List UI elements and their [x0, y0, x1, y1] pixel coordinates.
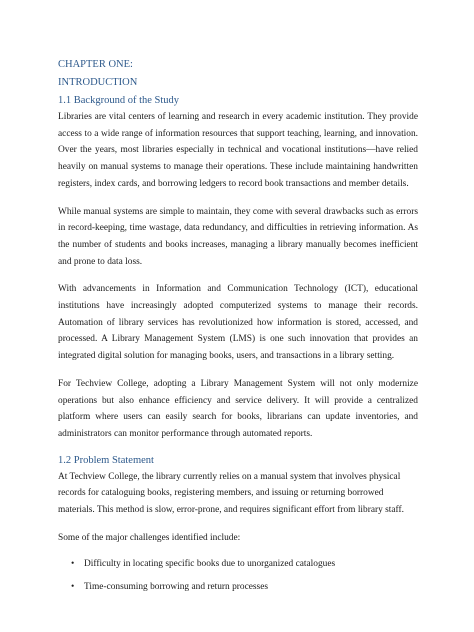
bullet-icon: •: [71, 582, 75, 593]
document-page: [58, 58, 418, 603]
background-section-heading: 1.1 Background of the Study: [58, 95, 180, 106]
list-item-text: Time-consuming borrowing and return processes: [84, 582, 268, 593]
problem-statement-heading: 1.2 Problem Statement: [58, 454, 154, 466]
challenges-list: [58, 557, 418, 594]
list-item: [58, 557, 418, 571]
list-item: [58, 580, 418, 594]
introduction-heading: INTRODUCTION: [58, 77, 138, 88]
challenges-intro: Some of the major challenges identified include:: [58, 532, 241, 543]
bullet-icon: •: [71, 559, 75, 570]
list-item-text: Difficulty in locating specific books due to unorganized catalogues: [84, 559, 336, 570]
problem-statement-paragraph: At Techview College, the library currently relies on a manual system that involves physical records for cataloguing books, registering members, and issuing or returning borrowed materials. This method is slow, error-prone, and requires significant effort from library staff.: [58, 471, 404, 516]
background-paragraph-4: For Techview College, adopting a Library Management System will not only modernize operations but also enhance efficiency and service delivery. It will provide a centralized platform where users can easily search for books, librarians can update inventories, and administrators can monitor performance through automated reports.: [58, 378, 418, 439]
background-paragraph-1: Libraries are vital centers of learning and research in every academic institution. They provide access to a wide range of information resources that support teaching, learning, and innovation. Over the years, most libraries especially in technical and vocational institutions—have relied heavily on manual systems to manage their operations. These include maintaining handwritten registers, index cards, and borrowing ledgers to record book transactions and member details.: [58, 112, 418, 189]
background-paragraph-3: With advancements in Information and Communication Technology (ICT), educational institutions have increasingly adopted computerized systems to manage their records. Automation of library services has revolutionized how information is stored, accessed, and processed. A Library Management System (LMS) is one such innovation that provides an integrated digital solution for managing books, users, and transactions in a library setting.: [58, 284, 418, 362]
background-paragraph-2: While manual systems are simple to maintain, they come with several drawbacks such as errors in record-keeping, time wastage, data redundancy, and difficulties in retrieving information. As the number of students and books increases, managing a library manually becomes inefficient and prone to data loss.: [58, 206, 418, 267]
chapter-heading: CHAPTER ONE:: [58, 59, 133, 70]
